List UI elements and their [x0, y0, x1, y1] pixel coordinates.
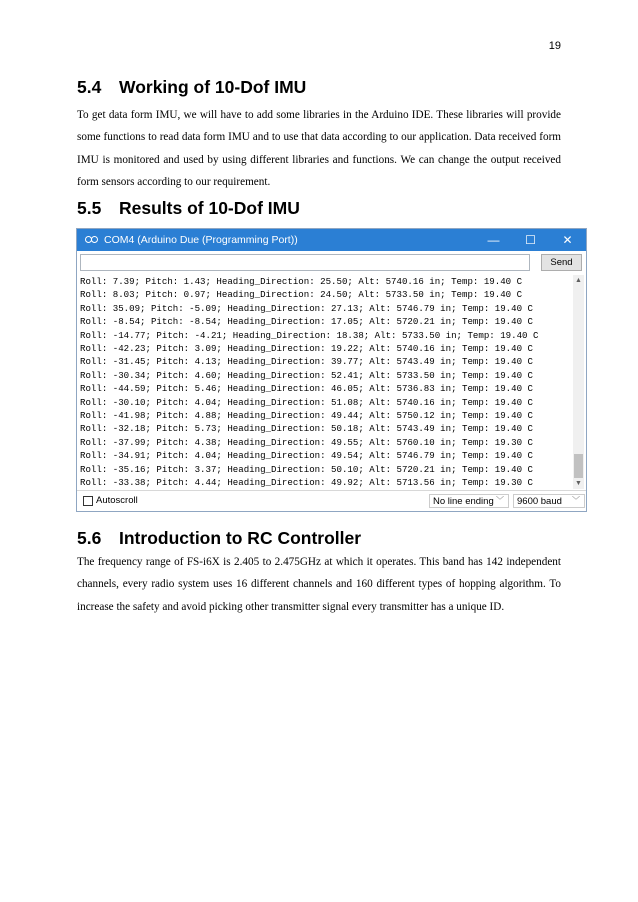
vertical-scrollbar[interactable]	[573, 275, 584, 489]
serial-log-line: Roll: -41.98; Pitch: 4.88; Heading_Direction: 49.44; Alt: 5750.12 in; Temp: 19.40 C	[80, 410, 533, 422]
autoscroll-label: Autoscroll	[96, 495, 138, 506]
serial-log-line: Roll: -30.10; Pitch: 4.04; Heading_Direction: 51.08; Alt: 5740.16 in; Temp: 19.40 C	[80, 396, 533, 408]
scroll-thumb[interactable]	[574, 454, 583, 478]
line-ending-value: No line ending	[433, 495, 494, 507]
serial-log-line: Roll: -42.23; Pitch: 3.09; Heading_Direction: 19.22; Alt: 5740.16 in; Temp: 19.40 C	[80, 343, 533, 355]
window-title: COM4 (Arduino Due (Programming Port))	[104, 234, 298, 246]
chevron-down-icon: ﹀	[496, 496, 504, 505]
arduino-icon	[85, 235, 99, 245]
section-title: Results of 10-Dof IMU	[119, 198, 300, 218]
baud-rate-select[interactable]	[513, 494, 585, 508]
serial-output[interactable]	[80, 275, 574, 489]
serial-monitor-window	[76, 228, 587, 512]
serial-input[interactable]	[80, 254, 530, 271]
page-number: 19	[548, 40, 561, 52]
send-button[interactable]: Send	[541, 254, 582, 271]
scroll-up-icon[interactable]: ▲	[575, 277, 582, 284]
maximize-button[interactable]: ☐	[525, 233, 536, 247]
status-bar	[77, 490, 586, 511]
serial-log-line: Roll: -33.38; Pitch: 4.44; Heading_Direction: 49.92; Alt: 5713.56 in; Temp: 19.30 C	[80, 477, 533, 489]
input-toolbar	[77, 251, 586, 275]
serial-log-line: Roll: 7.39; Pitch: 1.43; Heading_Direction: 25.50; Alt: 5740.16 in; Temp: 19.40 C	[80, 276, 523, 287]
section-title: Introduction to RC Controller	[119, 528, 362, 548]
close-button[interactable]: ✕	[562, 233, 573, 247]
serial-log-line: Roll: -44.59; Pitch: 5.46; Heading_Direction: 46.05; Alt: 5736.83 in; Temp: 19.40 C	[80, 383, 533, 395]
autoscroll-checkbox[interactable]	[83, 496, 93, 506]
section-heading-5-5	[77, 198, 300, 219]
minimize-button[interactable]: —	[487, 233, 500, 247]
serial-log-line: Roll: -32.18; Pitch: 5.73; Heading_Direction: 50.18; Alt: 5743.49 in; Temp: 19.40 C	[80, 423, 533, 435]
section-number: 5.6	[77, 528, 102, 548]
baud-rate-value: 9600 baud	[517, 495, 562, 507]
serial-log-line: Roll: 8.03; Pitch: 0.97; Heading_Direction: 24.50; Alt: 5733.50 in; Temp: 19.40 C	[80, 289, 523, 301]
serial-log-line: Roll: -31.45; Pitch: 4.13; Heading_Direction: 39.77; Alt: 5743.49 in; Temp: 19.40 C	[80, 356, 533, 368]
chevron-down-icon: ﹀	[572, 496, 580, 505]
serial-log-line: Roll: 35.09; Pitch: -5.09; Heading_Direction: 27.13; Alt: 5746.79 in; Temp: 19.40 C	[80, 302, 533, 314]
scroll-down-icon[interactable]: ▼	[575, 480, 582, 487]
section-heading-5-6	[77, 528, 361, 549]
serial-log-line: Roll: -37.99; Pitch: 4.38; Heading_Direction: 49.55; Alt: 5760.10 in; Temp: 19.30 C	[80, 436, 533, 448]
line-ending-select[interactable]	[429, 494, 509, 508]
section-5-4-paragraph: To get data form IMU, we will have to add some libraries in the Arduino IDE. These libraries will provide some functions to read data form IMU and to use that data according to our application. Data received form IMU is monitored and used by using different libraries and functions. We can change the output received form sensors according to our requirement.	[77, 109, 561, 188]
section-heading-5-4	[77, 77, 306, 98]
section-5-6-paragraph: The frequency range of FS-i6X is 2.405 to 2.475GHz at which it operates. This band has 142 independent channels, every radio system uses 16 different channels and 160 different types of hopping algorithm. To increase the safety and avoid picking other transmitter signal every transmitter has a unique ID.	[77, 556, 561, 613]
serial-log-line: Roll: -30.34; Pitch: 4.60; Heading_Direction: 52.41; Alt: 5733.50 in; Temp: 19.40 C	[80, 369, 533, 381]
title-bar[interactable]	[77, 229, 586, 251]
section-title: Working of 10-Dof IMU	[119, 77, 307, 97]
serial-log-line: Roll: -8.54; Pitch: -8.54; Heading_Direction: 17.05; Alt: 5720.21 in; Temp: 19.40 C	[80, 316, 533, 328]
serial-log-line: Roll: -14.77; Pitch: -4.21; Heading_Direction: 18.38; Alt: 5733.50 in; Temp: 19.40 C	[80, 329, 539, 341]
serial-log-line: Roll: -34.91; Pitch: 4.04; Heading_Direction: 49.54; Alt: 5746.79 in; Temp: 19.40 C	[80, 450, 533, 462]
section-number: 5.4	[77, 77, 102, 97]
autoscroll-toggle[interactable]	[83, 495, 138, 506]
window-controls	[475, 229, 586, 251]
serial-log-line: Roll: -35.16; Pitch: 3.37; Heading_Direction: 50.10; Alt: 5720.21 in; Temp: 19.40 C	[80, 463, 533, 475]
section-number: 5.5	[77, 198, 102, 218]
